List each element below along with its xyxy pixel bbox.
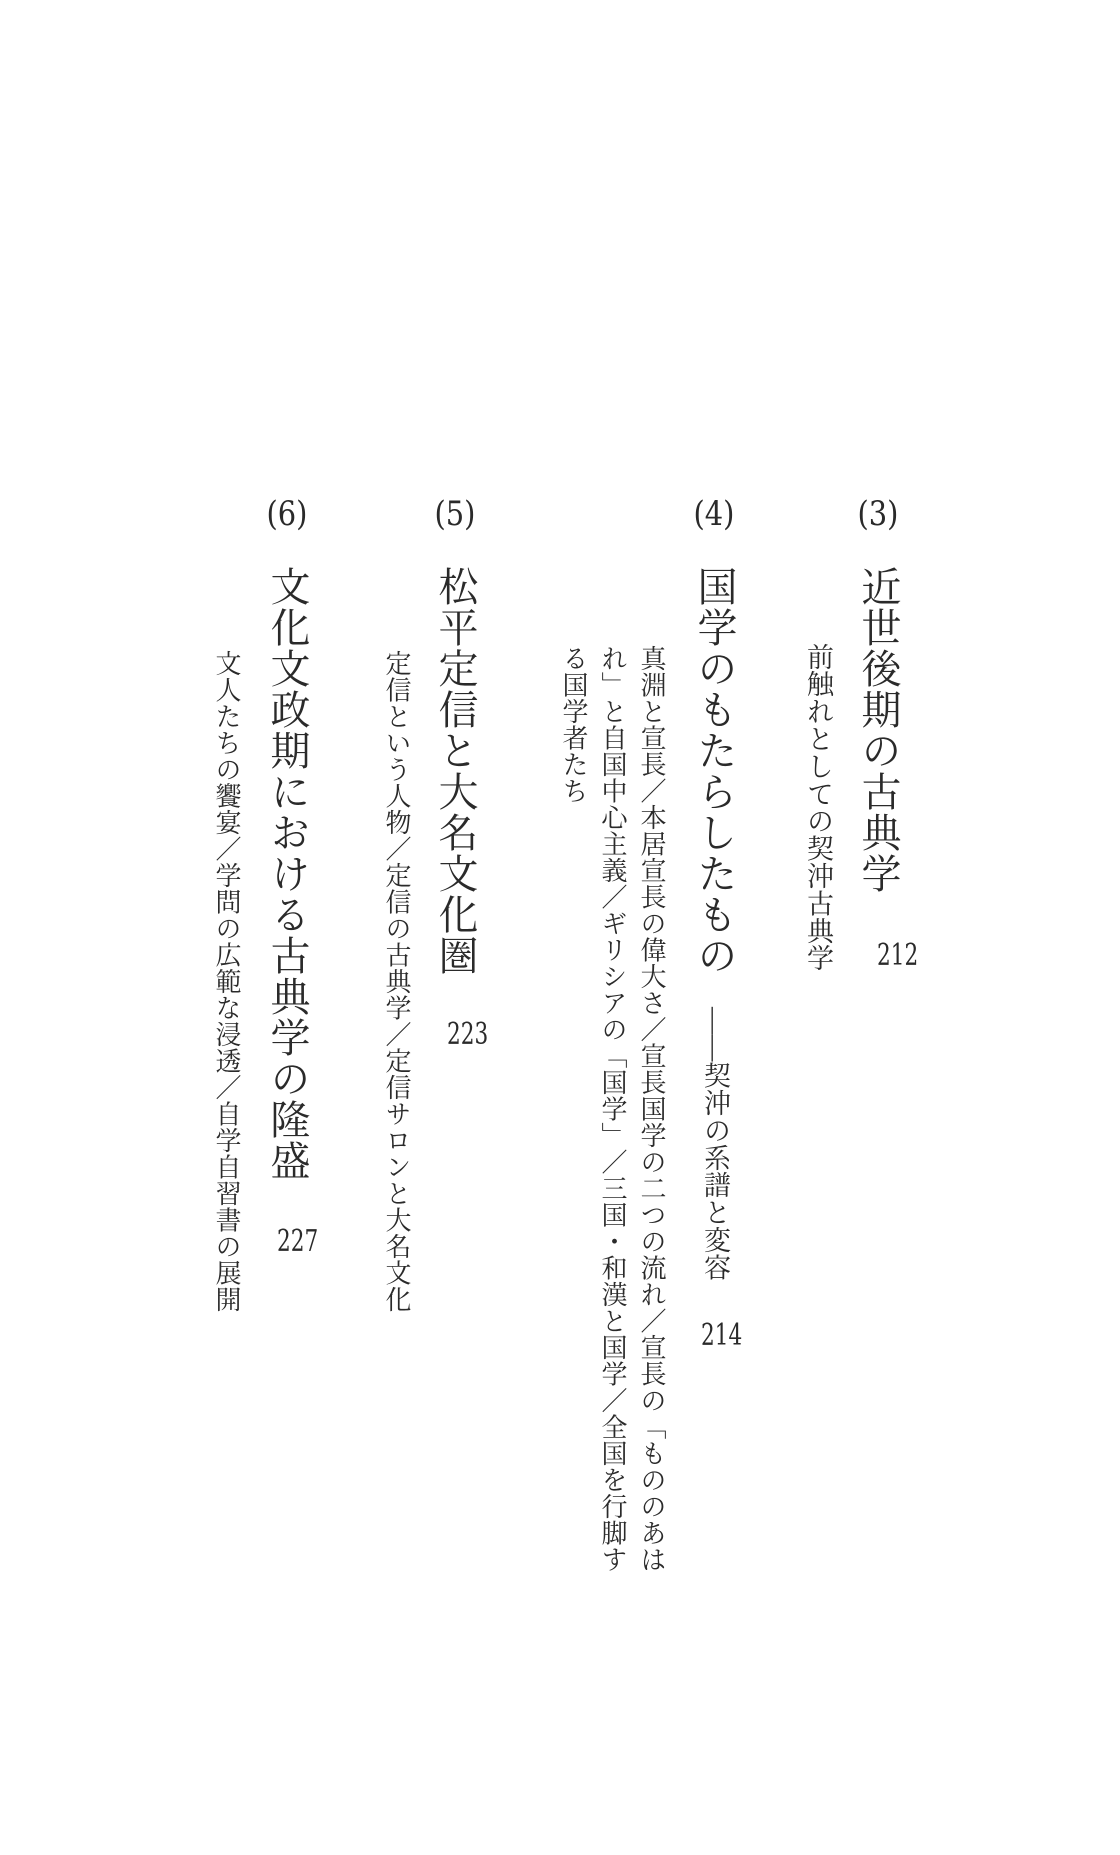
section-6-title: 文化文政期における古典学の隆盛 xyxy=(265,566,310,1181)
section-3-label: (3) xyxy=(857,494,899,534)
section-6-topics: 文人たちの饗宴／学問の広範な浸透／自学自習書の展開 xyxy=(212,650,241,1313)
section-4-topics: 真淵と宣長／本居宣長の偉大さ／宣長国学の二つの流れ／宣長の「もののあはれ」と自国中心主義／ギリシアの「国学」／三国・和漢と国学／全国を行脚する国学者たち xyxy=(559,645,666,1573)
section-4-label: (4) xyxy=(693,494,735,534)
section-6-label: (6) xyxy=(266,494,308,534)
section-4-page-number: 214 xyxy=(701,1318,743,1353)
section-5-topics: 定信という人物／定信の古典学／定信サロンと大名文化 xyxy=(382,650,411,1313)
section-3-subtitle: 前触れとしての契沖古典学 xyxy=(803,643,833,972)
section-6-page-number: 227 xyxy=(277,1224,319,1259)
section-5-page-number: 223 xyxy=(447,1017,489,1052)
section-5-title: 松平定信と大名文化圏 xyxy=(433,566,478,976)
section-3-page-number: 212 xyxy=(877,938,919,973)
section-4-subtitle: ――契沖の系譜と変容 xyxy=(700,1007,730,1281)
section-3-title: 近世後期の古典学 xyxy=(856,566,901,894)
section-5-label: (5) xyxy=(434,494,476,534)
section-4-title: 国学のもたらしたもの xyxy=(692,566,737,976)
